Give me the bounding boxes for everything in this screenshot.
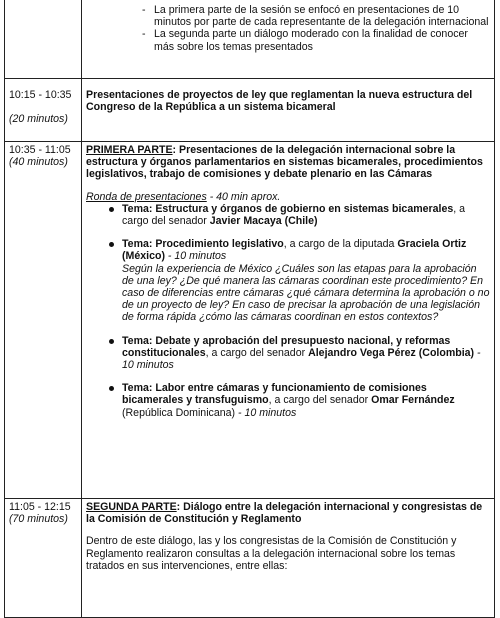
presenter: Alejandro Vega Pérez (Colombia) <box>308 346 475 359</box>
time-range: 11:05 - 12:15 <box>9 501 71 513</box>
presenter-prefix: , a cargo del senador <box>122 202 466 228</box>
presenter-suffix: (República Dominicana) <box>122 406 236 419</box>
topic-minutes: - 10 minutos <box>164 250 227 263</box>
list-item <box>108 203 490 227</box>
presenter-prefix: , a cargo del senador <box>268 394 372 407</box>
bullet-icon <box>109 339 114 344</box>
topic-minutes: - 10 minutos <box>122 346 481 372</box>
part-title: : Presentaciones de la delegación internacional sobre la estructura y órganos parlamentarios en sistemas bicamerales, procedimientos legislativos, trabajo de comisiones y debate plenario en las Cámaras <box>86 144 483 181</box>
topic-list <box>86 203 490 419</box>
agenda-row-intro <box>5 0 495 79</box>
part-heading <box>86 501 490 525</box>
part-title: : Diálogo entre la delegación internacional y congresistas de la Comisión de Constitución y Reglamento <box>86 501 483 526</box>
presenter: Graciela Ortiz (México) <box>122 238 467 263</box>
time-range: 10:35 - 11:05 <box>9 144 71 156</box>
part-label: PRIMERA PARTE <box>86 144 173 156</box>
intro-list <box>86 4 490 53</box>
time-cell <box>5 79 82 142</box>
list-item <box>108 382 490 419</box>
bullet-icon <box>109 207 114 212</box>
list-item: - La segunda parte un diálogo moderado con la finalidad de conocer más sobre los temas presentados <box>142 28 490 52</box>
agenda-table <box>4 0 495 618</box>
duration: (20 minutos) <box>9 113 68 126</box>
bullet-icon <box>109 242 114 247</box>
topic-label: Tema: Estructura y órganos de gobierno en sistemas bicamerales <box>122 202 454 215</box>
time-cell <box>5 142 82 499</box>
presenter-prefix: , a cargo de la diputada <box>283 238 398 251</box>
agenda-row-3 <box>5 499 495 618</box>
duration: (40 minutos) <box>9 156 68 169</box>
description-cell <box>82 142 495 499</box>
agenda-row-1 <box>5 79 495 142</box>
description-cell <box>82 499 495 618</box>
round-heading <box>86 191 490 203</box>
topic-minutes: - 10 minutos <box>235 406 297 419</box>
presenter-prefix: , a cargo del senador <box>205 346 309 359</box>
time-cell <box>5 0 82 79</box>
description-cell <box>82 0 495 79</box>
time-cell <box>5 499 82 618</box>
presenter: Omar Fernández <box>371 394 455 407</box>
topic-label: Tema: Labor entre cámaras y funcionamiento de comisiones bicamerales y transfuguismo <box>122 382 427 407</box>
topic-label: Tema: Debate y aprobación del presupuesto nacional, y reformas constitucionales <box>122 334 451 359</box>
paragraph: Dentro de este diálogo, las y los congresistas de la Comisión de Constitución y Reglamento realizaron consultas a la delegación internacional sobre los temas tratados en sus intervenciones, entre ellas: <box>86 535 457 572</box>
topic-question: Según la experiencia de México ¿Cuáles son las etapas para la aprobación de una ley? ¿De qué manera las cámaras coordinan este procedimiento? En caso de diferencias entre cámaras ¿qué cámara determina la aprobación o no de un proyecto de ley? En caso de precisar la aprobación de una legislación de forma rápida ¿cómo las cámaras coordinan en estos contextos? <box>122 262 490 324</box>
agenda-row-2 <box>5 142 495 499</box>
time-range: 10:15 - 10:35 <box>9 89 72 101</box>
list-item <box>108 335 490 372</box>
list-item <box>108 238 490 323</box>
round-time: - 40 min aprox. <box>206 190 281 203</box>
topic-label: Tema: Procedimiento legislativo <box>122 238 284 251</box>
presenter: Javier Macaya (Chile) <box>209 215 318 228</box>
bullet-icon <box>109 386 114 391</box>
session-title: Presentaciones de proyectos de ley que reglamentan la nueva estructura del Congreso de la República a un sistema bicameral <box>86 89 473 114</box>
duration: (70 minutos) <box>9 513 68 526</box>
description-cell <box>82 79 495 142</box>
list-item: - La primera parte de la sesión se enfocó en presentaciones de 10 minutos por parte de cada representante de la delegación internacional <box>142 4 490 28</box>
round-label: Ronda de presentaciones <box>86 190 207 203</box>
part-heading <box>86 144 490 181</box>
part-label: SEGUNDA PARTE <box>86 501 177 513</box>
